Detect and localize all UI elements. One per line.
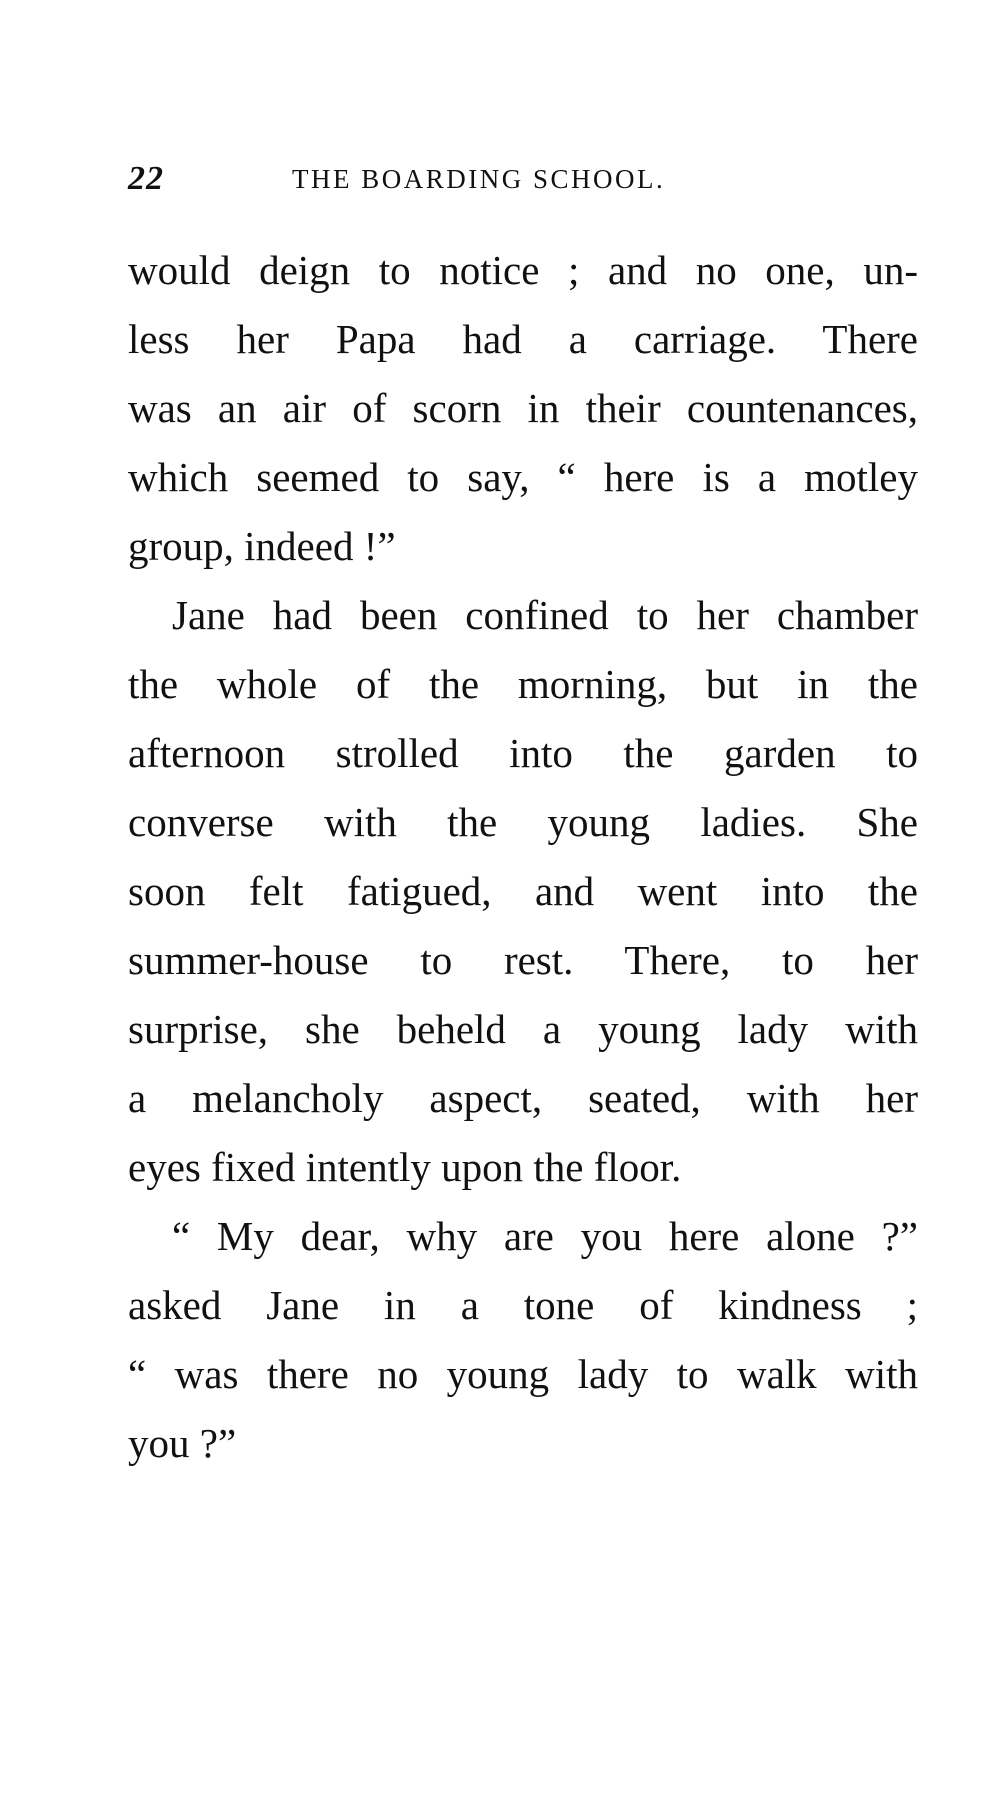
text-line: would deign to notice ; and no one, un- (128, 247, 918, 293)
text-line: converse with the young ladies. She (128, 799, 918, 845)
text-line: a melancholy aspect, seated, with her (128, 1075, 918, 1121)
text-line: afternoon strolled into the garden to (128, 730, 918, 776)
running-head (128, 160, 918, 210)
paragraph-1 (128, 236, 918, 581)
paragraph-2 (128, 581, 918, 1202)
page-number: 22 (128, 160, 164, 197)
paragraph-3 (128, 1202, 918, 1478)
text-line: which seemed to say, “ here is a motley (128, 454, 918, 500)
text-line: was an air of scorn in their countenances, (128, 385, 918, 431)
text-line: Jane had been confined to her chamber (172, 592, 918, 638)
text-line: eyes fixed intently upon the floor. (128, 1144, 682, 1190)
body-text (128, 236, 918, 1478)
running-title: THE BOARDING SCHOOL. (292, 164, 666, 194)
text-line: surprise, she beheld a young lady with (128, 1006, 918, 1052)
text-line: soon felt fatigued, and went into the (128, 868, 918, 914)
text-line: group, indeed !” (128, 523, 396, 569)
text-line: summer-house to rest. There, to her (128, 937, 918, 983)
text-line: the whole of the morning, but in the (128, 661, 918, 707)
text-line: less her Papa had a carriage. There (128, 316, 918, 362)
text-line: “ was there no young lady to walk with (128, 1351, 918, 1397)
text-line: asked Jane in a tone of kindness ; (128, 1282, 918, 1328)
text-line: “ My dear, why are you here alone ?” (172, 1213, 918, 1259)
text-line: you ?” (128, 1420, 237, 1466)
